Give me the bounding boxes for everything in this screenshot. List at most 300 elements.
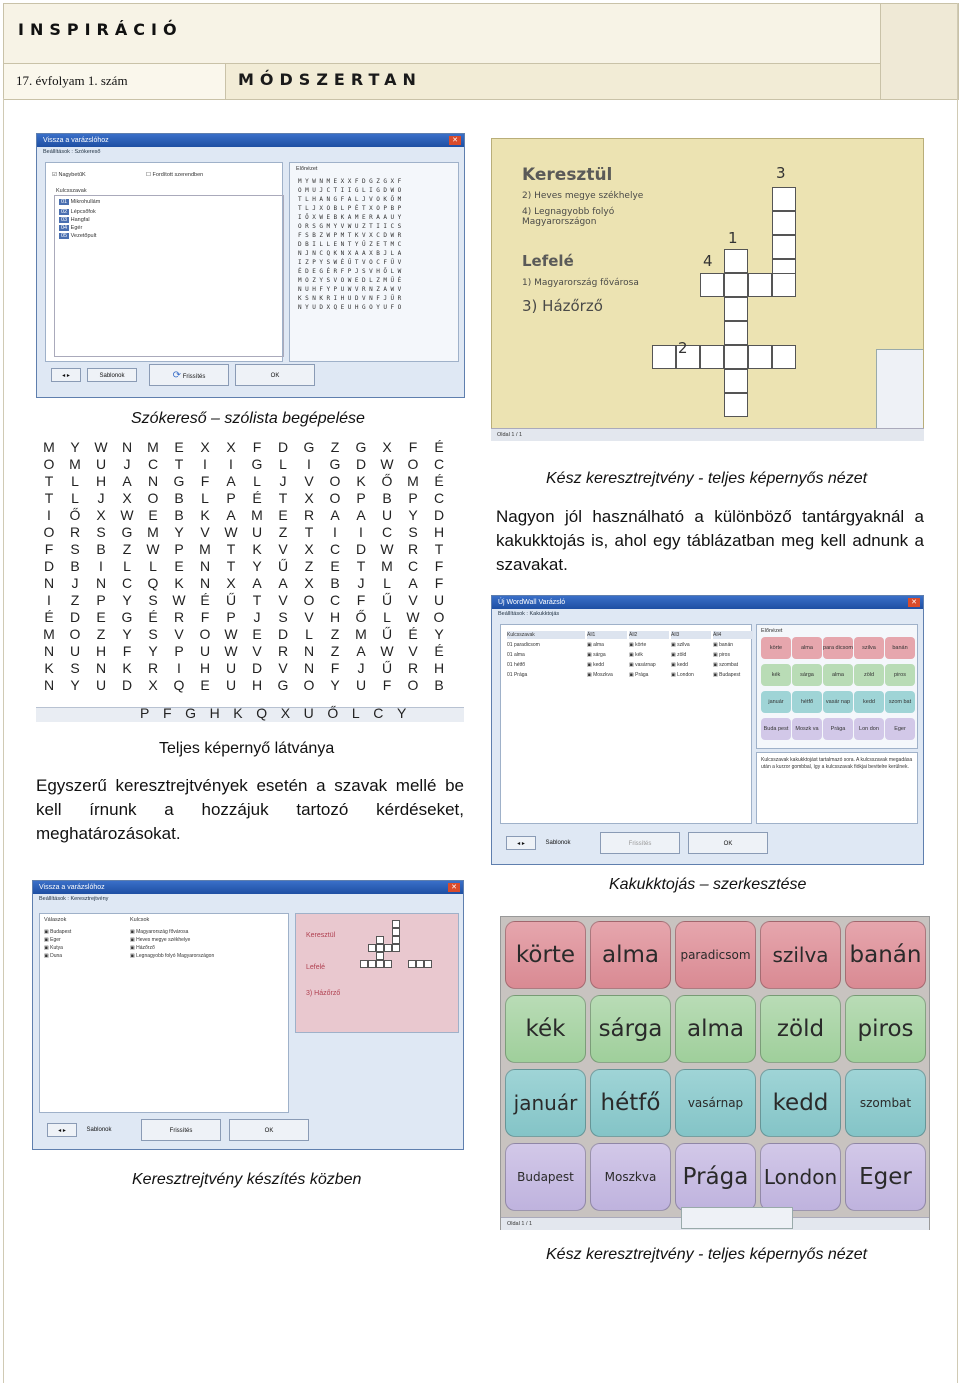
preview-cell — [376, 944, 384, 952]
grid-cell: K — [44, 659, 54, 676]
grid-cell: X — [122, 489, 132, 506]
wordgrid-table — [36, 438, 452, 693]
clue-item[interactable]: ▣ Házőrző — [130, 945, 155, 951]
grid-cell: M — [199, 540, 211, 557]
table-cell[interactable]: ▣ szilva — [671, 642, 690, 648]
table-cell[interactable]: ▣ Budapest — [713, 672, 741, 678]
preview-cell — [392, 944, 400, 952]
grid-cell: H — [95, 642, 107, 659]
preview-tile: Buda pest — [761, 718, 791, 740]
grid-cell: Y — [122, 625, 132, 642]
answer-item[interactable]: ▣ Kutya — [44, 945, 63, 951]
grid-cell: S — [70, 659, 80, 676]
list-item[interactable]: 03 Hangfal — [61, 217, 90, 223]
kakukk-tile[interactable]: banán — [845, 921, 926, 989]
grid-cell: J — [71, 574, 79, 591]
page-border-right — [957, 3, 958, 1383]
crossword-cell[interactable] — [748, 345, 772, 369]
kakukk-tile[interactable]: szilva — [760, 921, 841, 989]
grid-cell: Y — [174, 523, 184, 540]
grid-cell: B — [174, 489, 184, 506]
preview-tile: Prága — [823, 718, 853, 740]
table-cell[interactable]: 01 hétfő — [507, 662, 526, 668]
grid-cell: É — [434, 438, 444, 455]
grid-cell: H — [433, 659, 445, 676]
kakukk-tile[interactable]: kék — [505, 995, 586, 1063]
grid-cell: F — [44, 540, 54, 557]
grid-cell: J — [357, 659, 365, 676]
crossword-cell[interactable] — [724, 393, 748, 417]
kakukk-tile[interactable]: Eger — [845, 1143, 926, 1211]
grid-cell: W — [224, 625, 238, 642]
list-item[interactable]: 01 Mikrohullám — [61, 199, 101, 205]
clue-number: 4 — [703, 252, 713, 270]
down-clue-2: 3) Házőrző — [522, 297, 603, 315]
kakukk-tile[interactable]: London — [760, 1143, 841, 1211]
kakukk-tile[interactable]: alma — [590, 921, 671, 989]
grid-cell: K — [122, 659, 132, 676]
kakukk-tile[interactable]: zöld — [760, 995, 841, 1063]
grid-cell: R — [407, 659, 419, 676]
grid-cell: R — [173, 608, 185, 625]
grid-cell: Q — [147, 574, 159, 591]
grid-cell: D — [355, 540, 367, 557]
preview-panel — [289, 162, 459, 362]
wordgrid-last-row: PFGHKQXUŐLCY — [140, 705, 420, 721]
table-cell[interactable]: 01 alma — [507, 652, 525, 658]
grid-row — [36, 557, 452, 574]
clue-item[interactable]: ▣ Legnagyobb folyó Magyarországon — [130, 953, 215, 959]
grid-cell: S — [148, 625, 158, 642]
kakukk-tile[interactable]: körte — [505, 921, 586, 989]
preview-tile: vasár nap — [823, 691, 853, 713]
grid-cell: F — [408, 438, 418, 455]
help-text: Kulcsszavak kakukktojást tartalmazó sora. A kulcsszavak megadása után a kurzor gombbal, így a kulcsszavak fiókjai bevitelre kerülnek. — [761, 757, 913, 770]
tool-palette[interactable] — [681, 1207, 793, 1229]
table-cell[interactable]: ▣ banán — [713, 642, 734, 648]
paragraph-kakukk: Nagyon jól használható a különböző tantárgyaknál a kakukktojás is, ahol egy táblázatban meg kell adnunk a szavakat. — [496, 507, 924, 574]
grid-cell: A — [122, 472, 132, 489]
preview-label: Előnézet — [761, 628, 783, 634]
preview-tile: banán — [885, 637, 915, 659]
kakukk-tile[interactable]: Prága — [675, 1143, 756, 1211]
grid-cell: U — [251, 523, 263, 540]
preview-tile: szom bat — [885, 691, 915, 713]
preview-tile: zöld — [854, 664, 884, 686]
dialog-titlebar — [37, 134, 464, 147]
grid-cell: G — [329, 455, 341, 472]
grid-cell: E — [96, 608, 106, 625]
grid-row — [36, 659, 452, 676]
grid-cell: E — [330, 557, 340, 574]
table-cell[interactable]: ▣ sárga — [587, 652, 606, 658]
close-icon[interactable]: ✕ — [448, 883, 460, 892]
answer-item[interactable]: ▣ Eger — [44, 937, 61, 943]
grid-cell: D — [43, 557, 55, 574]
grid-cell: I — [99, 557, 103, 574]
dialog-titlebar — [33, 881, 463, 894]
grid-cell: P — [408, 489, 418, 506]
grid-cell: A — [226, 472, 236, 489]
templates-button[interactable]: Sablonok — [87, 368, 137, 382]
grid-cell: O — [303, 676, 315, 693]
down-clue-1: 1) Magyarország fővárosa — [522, 278, 639, 288]
grid-cell: W — [406, 608, 420, 625]
grid-cell: V — [278, 540, 288, 557]
page-border-left — [3, 98, 4, 1383]
table-cell[interactable]: ▣ London — [671, 672, 694, 678]
grid-cell: V — [278, 659, 288, 676]
table-cell[interactable]: ▣ piros — [713, 652, 730, 658]
grid-cell: I — [359, 523, 363, 540]
grid-cell: A — [252, 574, 262, 591]
grid-cell: Y — [252, 557, 262, 574]
grid-row — [36, 506, 452, 523]
grid-cell: I — [203, 455, 207, 472]
crossword-cell[interactable] — [724, 321, 748, 345]
kakukk-dialog — [491, 595, 924, 865]
grid-cell: M — [355, 625, 367, 642]
reverse-checkbox[interactable]: ☐ Fordított szerendben — [146, 172, 204, 178]
close-icon[interactable]: ✕ — [908, 598, 920, 607]
grid-cell: E — [174, 438, 184, 455]
refresh-button[interactable]: Frissítés — [600, 832, 680, 854]
grid-cell: C — [433, 489, 445, 506]
crossword-cell[interactable] — [700, 345, 724, 369]
caption-crossword-done-1: Kész keresztrejtvény - teljes képernyős nézet — [546, 470, 868, 487]
ok-button[interactable]: OK — [235, 364, 315, 386]
table-cell[interactable]: ▣ kedd — [587, 662, 604, 668]
column-header: Áll2 — [629, 631, 669, 639]
grid-cell: W — [146, 540, 160, 557]
grid-cell: É — [252, 489, 262, 506]
grid-cell: W — [224, 642, 238, 659]
grid-cell: W — [380, 540, 394, 557]
grid-cell: T — [434, 540, 444, 557]
grid-cell: C — [329, 591, 341, 608]
grid-cell: M — [407, 472, 419, 489]
grid-cell: P — [226, 489, 236, 506]
grid-cell: D — [433, 506, 445, 523]
crossword-preview — [295, 913, 459, 1033]
preview-tile: körte — [761, 637, 791, 659]
issue-label: 17. évfolyam 1. szám — [16, 73, 128, 88]
tool-palette[interactable] — [876, 349, 924, 431]
grid-cell: O — [43, 455, 55, 472]
grid-cell: Y — [70, 676, 80, 693]
grid-cell: O — [433, 608, 445, 625]
clue-item[interactable]: ▣ Heves megye székhelye — [130, 937, 191, 943]
crossword-cell[interactable] — [724, 297, 748, 321]
grid-cell: A — [226, 506, 236, 523]
crossword-cell[interactable] — [772, 187, 796, 211]
grid-cell: C — [147, 455, 159, 472]
grid-cell: O — [43, 523, 55, 540]
kakukk-tile[interactable]: paradicsom — [675, 921, 756, 989]
grid-cell: Ű — [381, 591, 393, 608]
grid-cell: K — [252, 540, 262, 557]
grid-cell: G — [121, 608, 133, 625]
refresh-button[interactable]: Frissítés — [141, 1119, 221, 1141]
grid-cell: L — [383, 574, 391, 591]
kakukk-tile[interactable]: kedd — [760, 1069, 841, 1137]
templates-button[interactable]: Sablonok — [86, 1127, 112, 1133]
words-clues-panel — [39, 913, 289, 1113]
crossword-cell[interactable] — [772, 273, 796, 297]
grid-cell: G — [251, 455, 263, 472]
grid-cell: T — [356, 557, 366, 574]
grid-cell: K — [356, 472, 366, 489]
grid-cell: U — [225, 676, 237, 693]
table-cell[interactable]: ▣ körte — [629, 642, 647, 648]
preview-tile: szilva — [854, 637, 884, 659]
kakukk-tile[interactable]: Moszkva — [590, 1143, 671, 1211]
kakukk-tile[interactable]: sárga — [590, 995, 671, 1063]
grid-cell: U — [95, 676, 107, 693]
grid-cell: W — [380, 455, 394, 472]
grid-cell: Ő — [69, 506, 81, 523]
refresh-button[interactable]: ⟳ Frissítés — [149, 364, 229, 386]
crossword-cell[interactable] — [724, 249, 748, 273]
keywords-table-panel — [500, 624, 752, 824]
grid-cell: Z — [122, 540, 132, 557]
grid-cell: X — [200, 438, 210, 455]
grid-cell: Ű — [381, 659, 393, 676]
grid-cell: A — [278, 574, 288, 591]
grid-cell: M — [43, 438, 55, 455]
back-arrows-button[interactable]: ◂ ▸ — [47, 1123, 77, 1137]
grid-cell: P — [174, 642, 184, 659]
grid-cell: O — [69, 625, 81, 642]
close-icon[interactable]: ✕ — [449, 136, 461, 145]
grid-cell: N — [199, 557, 211, 574]
paragraph-crossword: Egyszerű keresztrejtvények esetén a szavak mellé be kell írnunk a hozzájuk tartozó kérdéseket, meghatározásokat. — [36, 776, 464, 843]
grid-cell: Z — [330, 642, 340, 659]
grid-cell: L — [253, 472, 261, 489]
back-arrows-button[interactable]: ◂ ▸ — [506, 836, 536, 850]
preview-across: Keresztül — [306, 932, 336, 939]
grid-cell: V — [304, 472, 314, 489]
preview-cell — [408, 960, 416, 968]
grid-cell: A — [356, 506, 366, 523]
answers-header: Válaszok — [44, 917, 67, 923]
grid-cell: É — [408, 625, 418, 642]
table-cell[interactable]: ▣ kedd — [671, 662, 688, 668]
grid-cell: F — [330, 659, 340, 676]
grid-row — [36, 472, 452, 489]
grid-cell: Z — [96, 625, 106, 642]
grid-cell: Q — [173, 676, 185, 693]
grid-cell: C — [329, 540, 341, 557]
preview-cell — [368, 944, 376, 952]
grid-cell: I — [47, 591, 51, 608]
grid-cell: D — [355, 455, 367, 472]
list-item[interactable]: 05 Vezetőpult — [61, 233, 97, 239]
crossword-cell[interactable] — [772, 235, 796, 259]
grid-cell: E — [278, 506, 288, 523]
kakukk-tile[interactable]: alma — [675, 995, 756, 1063]
crossword-cell[interactable] — [724, 369, 748, 393]
grid-cell: F — [122, 642, 132, 659]
grid-cell: G — [173, 472, 185, 489]
grid-cell: F — [200, 472, 210, 489]
table-cell[interactable]: ▣ kék — [629, 652, 643, 658]
magazine-title: INSPIRÁCIÓ — [18, 20, 183, 39]
across-clue-1: 2) Heves megye székhelye — [522, 191, 644, 201]
grid-cell: É — [434, 642, 444, 659]
keywords-label: Kulcsszavak — [56, 188, 87, 194]
grid-cell: R — [303, 506, 315, 523]
grid-cell: L — [123, 557, 131, 574]
grid-cell: T — [278, 489, 288, 506]
preview-down-item: 3) Házőrző — [306, 990, 341, 997]
grid-cell: C — [381, 523, 393, 540]
grid-cell: T — [174, 455, 184, 472]
grid-cell: I — [229, 455, 233, 472]
kakukk-tile[interactable]: vasárnap — [675, 1069, 756, 1137]
crossword-board — [491, 138, 924, 438]
grid-cell: O — [303, 591, 315, 608]
ok-button[interactable]: OK — [229, 1119, 309, 1141]
grid-row — [36, 540, 452, 557]
back-arrows-button[interactable]: ◂ ▸ — [51, 368, 81, 382]
status-bar — [491, 428, 924, 441]
preview-down: Lefelé — [306, 964, 326, 971]
answer-item[interactable]: ▣ Duna — [44, 953, 63, 959]
preview-cell — [424, 960, 432, 968]
grid-cell: K — [200, 506, 210, 523]
preview-tile: Moszk va — [792, 718, 822, 740]
grid-cell: M — [43, 625, 55, 642]
kakukk-tile[interactable]: január — [505, 1069, 586, 1137]
wordsearch-grid — [36, 438, 464, 708]
table-cell[interactable]: 01 paradicsom — [507, 642, 540, 648]
grid-cell: S — [278, 608, 288, 625]
crossword-cell[interactable] — [724, 273, 748, 297]
crossword-cell[interactable] — [724, 345, 748, 369]
grid-cell: V — [408, 591, 418, 608]
grid-cell: W — [172, 591, 186, 608]
crossword-cell[interactable] — [700, 273, 724, 297]
grid-cell: H — [199, 659, 211, 676]
grid-cell: X — [226, 438, 236, 455]
grid-row — [36, 591, 452, 608]
grid-cell: X — [148, 676, 158, 693]
crossword-cell[interactable] — [652, 345, 676, 369]
grid-cell: M — [251, 506, 263, 523]
crossword-cell[interactable] — [772, 345, 796, 369]
preview-tile: kék — [761, 664, 791, 686]
clues-header: Kulcsok — [130, 917, 150, 923]
grid-cell: É — [200, 591, 210, 608]
preview-tile: január — [761, 691, 791, 713]
crossword-dialog — [32, 880, 464, 1150]
grid-cell: Y — [330, 676, 340, 693]
kakukk-tile[interactable]: szombat — [845, 1069, 926, 1137]
table-cell[interactable]: ▣ Moszkva — [587, 672, 613, 678]
kakukk-tile[interactable]: hétfő — [590, 1069, 671, 1137]
grid-cell: H — [95, 472, 107, 489]
table-cell[interactable]: ▣ zöld — [671, 652, 687, 658]
grid-cell: É — [148, 608, 158, 625]
preview-panel — [756, 624, 918, 749]
crossword-cell[interactable] — [772, 211, 796, 235]
grid-cell: Ű — [225, 591, 237, 608]
grid-cell: N — [43, 574, 55, 591]
column-header: Kulcsszavak — [507, 631, 585, 639]
templates-button[interactable]: Sablonok — [545, 840, 571, 846]
crossword-cell[interactable] — [748, 273, 772, 297]
grid-row — [36, 455, 452, 472]
preview-tile: sárga — [792, 664, 822, 686]
grid-cell: C — [407, 557, 419, 574]
grid-cell: O — [329, 472, 341, 489]
grid-cell: V — [200, 523, 210, 540]
grid-cell: V — [278, 591, 288, 608]
grid-cell: A — [330, 506, 340, 523]
list-item[interactable]: 04 Egér — [61, 225, 83, 231]
table-cell[interactable]: ▣ alma — [587, 642, 604, 648]
list-item[interactable]: 02 Lépcsőfok — [61, 209, 96, 215]
grid-cell: É — [434, 472, 444, 489]
grid-cell: H — [251, 676, 263, 693]
preview-tile: alma — [823, 664, 853, 686]
grid-cell: X — [304, 489, 314, 506]
page-indicator: Oldal 1 / 1 — [497, 432, 523, 438]
table-cell[interactable]: 01 Prága — [507, 672, 528, 678]
grid-cell: R — [277, 642, 289, 659]
dialog-menu: Beállítások : Kakukktojás — [498, 611, 560, 617]
answer-item[interactable]: ▣ Budapest — [44, 929, 72, 935]
kakukk-tile[interactable]: Budapest — [505, 1143, 586, 1211]
kakukk-tile[interactable]: piros — [845, 995, 926, 1063]
preview-cell — [384, 960, 392, 968]
uppercase-checkbox[interactable]: ☑ NagybetűK — [52, 172, 86, 178]
grid-cell: T — [226, 557, 236, 574]
grid-cell: C — [433, 455, 445, 472]
keywords-list[interactable] — [54, 195, 284, 357]
grid-cell: Z — [70, 591, 80, 608]
grid-cell: V — [408, 642, 418, 659]
grid-cell: U — [69, 642, 81, 659]
grid-cell: L — [383, 608, 391, 625]
grid-cell: N — [95, 574, 107, 591]
grid-cell: X — [304, 540, 314, 557]
grid-cell: N — [43, 676, 55, 693]
grid-cell: Z — [304, 557, 314, 574]
ok-button[interactable]: OK — [688, 832, 768, 854]
grid-cell: L — [71, 472, 79, 489]
section-title: MÓDSZERTAN — [238, 70, 422, 89]
grid-cell: B — [174, 506, 184, 523]
dialog-title: Vissza a varázslóhoz — [43, 137, 109, 144]
grid-cell: X — [226, 574, 236, 591]
across-title: Keresztül — [522, 165, 613, 185]
grid-cell: C — [121, 574, 133, 591]
grid-cell: P — [356, 489, 366, 506]
grid-row — [36, 489, 452, 506]
table-cell[interactable]: ▣ szombat — [713, 662, 739, 668]
table-cell[interactable]: ▣ Prága — [629, 672, 649, 678]
grid-cell: O — [199, 625, 211, 642]
clue-item[interactable]: ▣ Magyarország fővárosa — [130, 929, 189, 935]
table-cell[interactable]: ▣ vasárnap — [629, 662, 656, 668]
clue-number: 1 — [728, 229, 738, 247]
preview-cell — [392, 920, 400, 928]
grid-cell: W — [224, 523, 238, 540]
grid-cell: P — [174, 540, 184, 557]
preview-cell — [384, 944, 392, 952]
